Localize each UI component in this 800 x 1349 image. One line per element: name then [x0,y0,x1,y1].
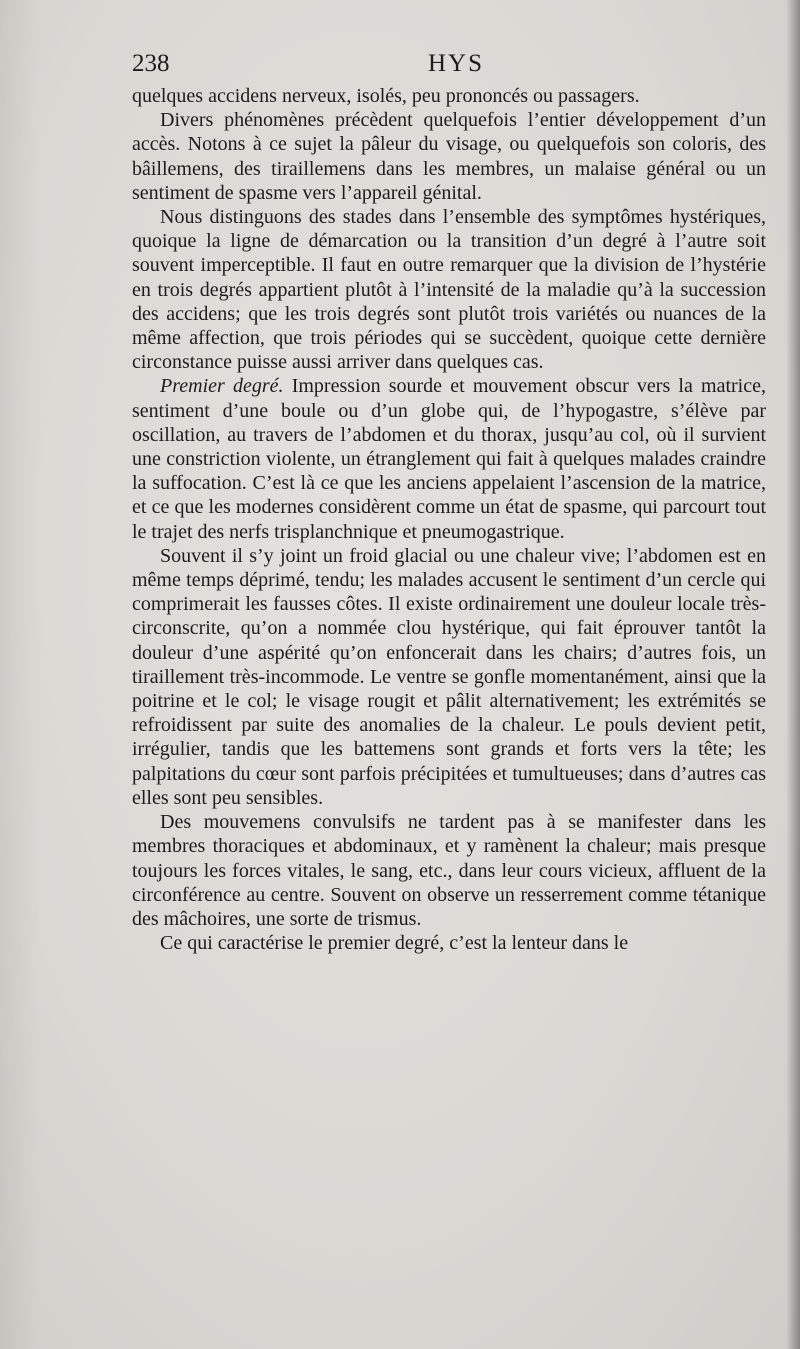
paragraph [132,544,766,810]
paragraph-text: Divers phénomènes précèdent quelquefois l’entier développement d’un accès. Notons à ce sujet la pâleur du visage, ou quelquefois son coloris, des bâillemens, des tiraillemens dans les membres, un malaise général ou un sentiment de spasme vers l’appareil génital. [132,109,766,204]
paragraph [132,810,766,931]
running-head: HYS [428,50,485,77]
paragraph [132,84,766,108]
paragraph-text: Ce qui caractérise le premier degré, c’est la lenteur dans le [160,932,629,955]
paragraph-text: Impression sourde et mouvement obscur vers la matrice, sentiment d’une boule ou d’un globe qui, de l’hypogastre, s’élève par oscillation, au travers de l’abdomen et du thorax, jusqu’au col, où il survient une constriction violente, un étranglement qui fait à quelques malades craindre la suffocation. C’est là ce que les anciens appelaient l’ascension de la matrice, et ce que les modernes considèrent comme un état de spasme, qui parcourt tout le trajet des nerfs trisplanchnique et pneumogastrique. [132,375,766,543]
paragraph [132,108,766,205]
section-lead: Premier degré. [160,375,284,398]
page-number: 238 [132,50,170,77]
page-edge-shadow [786,0,800,1349]
paragraph-text: Souvent il s’y joint un froid glacial ou une chaleur vive; l’abdomen est en même temps déprimé, tendu; les malades accusent le sentiment d’un cercle qui comprimerait les fausses côtes. Il existe ordinairement une douleur locale très-circonscrite, qu’on a nommée clou hystérique, qui fait éprouver tantôt la douleur d’une aspérité qu’on enfoncerait dans les chairs; d’autres fois, un tiraillement très-incommode. Le ventre se gonfle momentanément, ainsi que la poitrine et le col; le visage rougit et pâlit alternativement; les extrémités se refroidissent par suite des anomalies de la chaleur. Le pouls devient petit, irrégulier, tandis que les battemens sont grands et forts vers la tête; les palpitations du cœur sont parfois précipitées et tumultueuses; dans d’autres cas elles sont peu sensibles. [132,544,766,809]
paragraph-text: Des mouvemens convulsifs ne tardent pas à se manifester dans les membres thoraciques et abdominaux, et y ramènent la chaleur; mais presque toujours les forces vitales, le sang, etc., dans leur cours vicieux, affluent de la circonférence au centre. Souvent on observe un resserrement comme tétanique des mâchoires, une sorte de trismus. [132,811,766,930]
paragraph-text: Nous distinguons des stades dans l’ensemble des symptômes hystériques, quoique la ligne de démarcation ou la transition d’un degré à l’autre soit souvent imperceptible. Il faut en outre remarquer que la division de l’hystérie en trois degrés appartient plutôt à l’intensité de la maladie qu’à la succession des accidens; que les trois degrés sont plutôt trois variétés ou nuances de la même affection, que trois périodes qui se succèdent, quoique cette dernière circonstance puisse aussi arriver dans quelques cas. [132,206,766,374]
page-header [132,50,772,82]
paragraph-text: quelques accidens nerveux, isolés, peu prononcés ou passagers. [132,85,640,107]
body-text [132,84,766,955]
page-fold-shadow [0,0,40,1349]
paragraph [132,931,766,955]
paragraph [132,374,766,543]
paragraph [132,205,766,374]
